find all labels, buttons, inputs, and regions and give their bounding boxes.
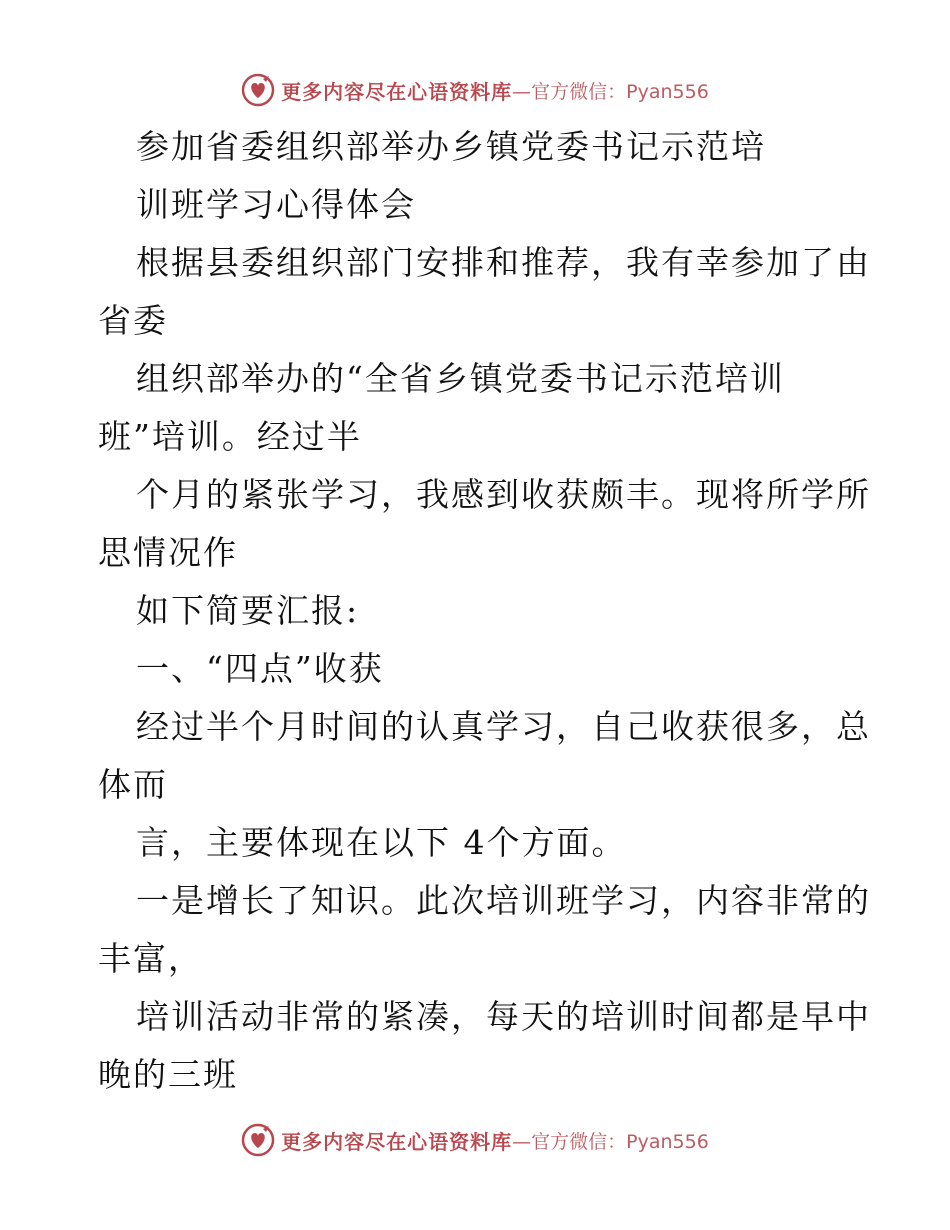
text-line: 培训活动非常的紧凑，每天的培训时间都是早中 [136, 997, 871, 1036]
text-line: 晚的三班 [98, 1055, 238, 1094]
banner-title: 更多内容尽在心语资料库 [281, 1129, 513, 1154]
text-line: 思情况作 [98, 533, 238, 572]
text-line: 一、“四点”收获 [136, 649, 384, 688]
text-line: 根据县委组织部门安排和推荐，我有幸参加了由 [136, 243, 871, 282]
text-line: 经过半个月时间的认真学习，自己收获很多，总 [136, 707, 871, 746]
heart-pen-logo-icon [241, 1123, 275, 1157]
text-line: 参加省委组织部举办乡镇党委书记示范培 [136, 127, 766, 166]
header-banner [0, 70, 950, 110]
text-line: 如下简要汇报: [136, 591, 360, 630]
banner-wechat: —官方微信：Pyan556 [512, 80, 709, 103]
text-line: 一是增长了知识。此次培训班学习，内容非常的 [136, 881, 871, 920]
text-line: 省委 [98, 301, 168, 340]
document-body [98, 118, 871, 1104]
text-line: 个月的紧张学习，我感到收获颇丰。现将所学所 [136, 475, 871, 514]
text-line: 班”培训。经过半 [98, 417, 362, 456]
footer-banner [0, 1120, 950, 1160]
text-line: 组织部举办的“全省乡镇党委书记示范培训 [136, 359, 785, 398]
banner-wechat: —官方微信：Pyan556 [512, 1130, 709, 1153]
text-line: 言，主要体现在以下 4个方面。 [136, 823, 627, 862]
banner-title: 更多内容尽在心语资料库 [281, 79, 513, 104]
text-line: 训班学习心得体会 [136, 185, 416, 224]
text-line: 体而 [98, 765, 168, 804]
text-line: 丰富， [98, 939, 203, 978]
heart-pen-logo-icon [241, 73, 275, 107]
